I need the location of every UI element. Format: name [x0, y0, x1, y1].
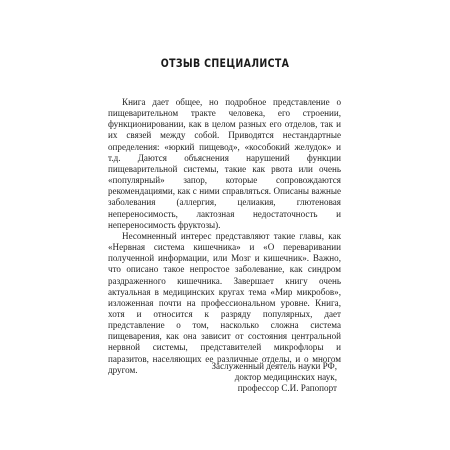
paragraph-1: Книга дает общее, но подробное представление о пищеварительном тракте человека, его строении, функционировании, как в целом разных его отделов, так и их связей между собой. Приводятся нестандартные определения: «юркий пищевод», «кособокий желудок» и т.д. Даются объяснения нарушений функции пищеварительной системы, такие как рвота или очень «популярный» запор, которые сопровождаются рекомендациями, как с ними справляться. Описаны важные заболевания (аллергия, целиакия, глютеновая непереносимость, лактозная недостаточность и непереносимость фруктозы). [108, 97, 341, 230]
signature-degree: доктор медицинских наук, [234, 372, 337, 383]
paragraph-2: Несомненный интерес представляют такие главы, как «Нервная система кишечника» и «О переваривании полученной информации, или Мозг и кишечник». Важно, что описано такое непростое заболевание, как синдром раздраженного кишечника. Завершает книгу очень актуальная в медицинских кругах тема «Мир микробов», изложенная почти на профессиональном уровне. Книга, хотя и относится к разряду популярных, дает представление о том, насколько сложна система пищеварения, как она зависит от состояния центральной нервной системы, представителей микрофлоры и паразитов, населяющих ее различные отделы, и о многом другом. [108, 230, 341, 375]
signature-name: профессор С.И. Рапопорт [237, 383, 337, 394]
author-signature [108, 361, 337, 395]
signature-title: Заслуженный деятель науки РФ, [211, 361, 337, 371]
page-title: ОТЗЫВ СПЕЦИАЛИСТА [160, 56, 290, 70]
review-body [108, 97, 341, 376]
